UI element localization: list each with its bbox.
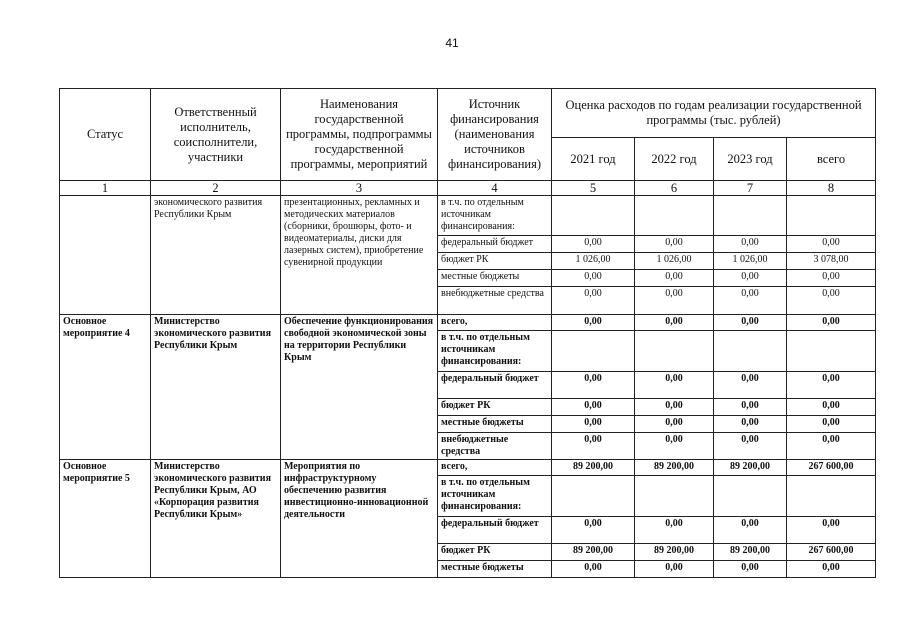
value-2023: 0,00 (714, 399, 787, 416)
value-2021: 0,00 (552, 561, 635, 578)
column-number-row (60, 181, 876, 196)
source-cell: внебюджетные средства (438, 287, 552, 315)
value-2021: 1 026,00 (552, 253, 635, 270)
source-cell: всего, (438, 315, 552, 331)
value-2022: 0,00 (635, 399, 714, 416)
value-2021: 0,00 (552, 517, 635, 544)
header-estimate: Оценка расходов по годам реализации государственной программы (тыс. рублей) (552, 89, 876, 138)
value-total (787, 476, 876, 517)
value-2021 (552, 331, 635, 372)
value-2023: 0,00 (714, 315, 787, 331)
program-cell: Обеспечение функционирования свободной экономической зоны на территории Республики Крым (281, 315, 438, 460)
source-cell: бюджет РК (438, 544, 552, 561)
value-total: 0,00 (787, 236, 876, 253)
value-total: 0,00 (787, 399, 876, 416)
value-2022: 0,00 (635, 517, 714, 544)
value-2023: 89 200,00 (714, 544, 787, 561)
table-row (60, 196, 876, 236)
header-status: Статус (60, 89, 151, 181)
value-total: 0,00 (787, 315, 876, 331)
budget-table (59, 88, 876, 578)
value-2022 (635, 331, 714, 372)
value-2023: 0,00 (714, 270, 787, 287)
source-cell: местные бюджеты (438, 561, 552, 578)
value-2021: 89 200,00 (552, 544, 635, 561)
value-2021: 0,00 (552, 270, 635, 287)
value-total: 0,00 (787, 517, 876, 544)
page-number: 41 (445, 36, 459, 50)
value-total (787, 196, 876, 236)
value-2022: 89 200,00 (635, 544, 714, 561)
status-cell (60, 196, 151, 315)
value-2023 (714, 476, 787, 517)
value-2023: 0,00 (714, 517, 787, 544)
value-2022: 0,00 (635, 236, 714, 253)
source-cell: федеральный бюджет (438, 372, 552, 399)
header-total: всего (787, 138, 876, 181)
column-number: 7 (714, 181, 787, 196)
value-2023: 89 200,00 (714, 460, 787, 476)
value-2021: 0,00 (552, 236, 635, 253)
value-2023 (714, 331, 787, 372)
value-2023: 0,00 (714, 416, 787, 433)
value-2023: 0,00 (714, 433, 787, 460)
value-2022: 0,00 (635, 315, 714, 331)
value-total: 267 600,00 (787, 460, 876, 476)
column-number: 4 (438, 181, 552, 196)
value-2022: 0,00 (635, 561, 714, 578)
value-2022: 0,00 (635, 372, 714, 399)
header-year-2021: 2021 год (552, 138, 635, 181)
source-cell: местные бюджеты (438, 270, 552, 287)
header-program: Наименования государственной программы, подпрограммы государственной программы, мероприятий (281, 89, 438, 181)
source-cell: бюджет РК (438, 253, 552, 270)
value-2021: 0,00 (552, 399, 635, 416)
value-2023: 0,00 (714, 561, 787, 578)
source-cell: бюджет РК (438, 399, 552, 416)
value-2022: 0,00 (635, 270, 714, 287)
column-number: 1 (60, 181, 151, 196)
value-2022: 0,00 (635, 287, 714, 315)
source-cell: местные бюджеты (438, 416, 552, 433)
header-year-2023: 2023 год (714, 138, 787, 181)
value-2022: 89 200,00 (635, 460, 714, 476)
source-cell: федеральный бюджет (438, 517, 552, 544)
value-2022 (635, 476, 714, 517)
program-cell: презентационных, рекламных и методических материалов (сборники, брошюры, фото- и видеоматериалы, диски для лазерных систем), приобретение сувенирной продукции (281, 196, 438, 315)
column-number: 3 (281, 181, 438, 196)
table-row (60, 460, 876, 476)
value-total: 0,00 (787, 270, 876, 287)
table-row (60, 315, 876, 331)
source-cell: в т.ч. по отдельным источникам финансирования: (438, 476, 552, 517)
value-2022 (635, 196, 714, 236)
value-2022: 0,00 (635, 416, 714, 433)
value-2021 (552, 476, 635, 517)
value-2022: 1 026,00 (635, 253, 714, 270)
value-total: 0,00 (787, 433, 876, 460)
value-2021: 0,00 (552, 372, 635, 399)
status-cell: Основное мероприятие 4 (60, 315, 151, 460)
header-year-2022: 2022 год (635, 138, 714, 181)
value-2023 (714, 196, 787, 236)
value-2021: 0,00 (552, 416, 635, 433)
value-2023: 0,00 (714, 236, 787, 253)
value-total: 0,00 (787, 416, 876, 433)
column-number: 8 (787, 181, 876, 196)
value-total: 3 078,00 (787, 253, 876, 270)
value-2021: 0,00 (552, 287, 635, 315)
value-2023: 0,00 (714, 287, 787, 315)
value-total (787, 331, 876, 372)
program-cell: Мероприятия по инфраструктурному обеспечению развития инвестиционно-инновационной деятельности (281, 460, 438, 578)
value-2021 (552, 196, 635, 236)
source-cell: в т.ч. по отдельным источникам финансирования: (438, 196, 552, 236)
column-number: 5 (552, 181, 635, 196)
value-2021: 89 200,00 (552, 460, 635, 476)
source-cell: всего, (438, 460, 552, 476)
value-2023: 0,00 (714, 372, 787, 399)
header-executor: Ответственный исполнитель, соисполнители, участники (151, 89, 281, 181)
value-2023: 1 026,00 (714, 253, 787, 270)
source-cell: в т.ч. по отдельным источникам финансирования: (438, 331, 552, 372)
value-2022: 0,00 (635, 433, 714, 460)
value-total: 267 600,00 (787, 544, 876, 561)
status-cell: Основное мероприятие 5 (60, 460, 151, 578)
source-cell: федеральный бюджет (438, 236, 552, 253)
column-number: 6 (635, 181, 714, 196)
executor-cell: Министерство экономического развития Республики Крым, АО «Корпорация развития Республики Крым» (151, 460, 281, 578)
executor-cell: экономического развития Республики Крым (151, 196, 281, 315)
value-total: 0,00 (787, 372, 876, 399)
source-cell: внебюджетные средства (438, 433, 552, 460)
executor-cell: Министерство экономического развития Республики Крым (151, 315, 281, 460)
value-total: 0,00 (787, 561, 876, 578)
value-2021: 0,00 (552, 315, 635, 331)
column-number: 2 (151, 181, 281, 196)
header-source: Источник финансирования (наименования источников финансирования) (438, 89, 552, 181)
value-2021: 0,00 (552, 433, 635, 460)
value-total: 0,00 (787, 287, 876, 315)
